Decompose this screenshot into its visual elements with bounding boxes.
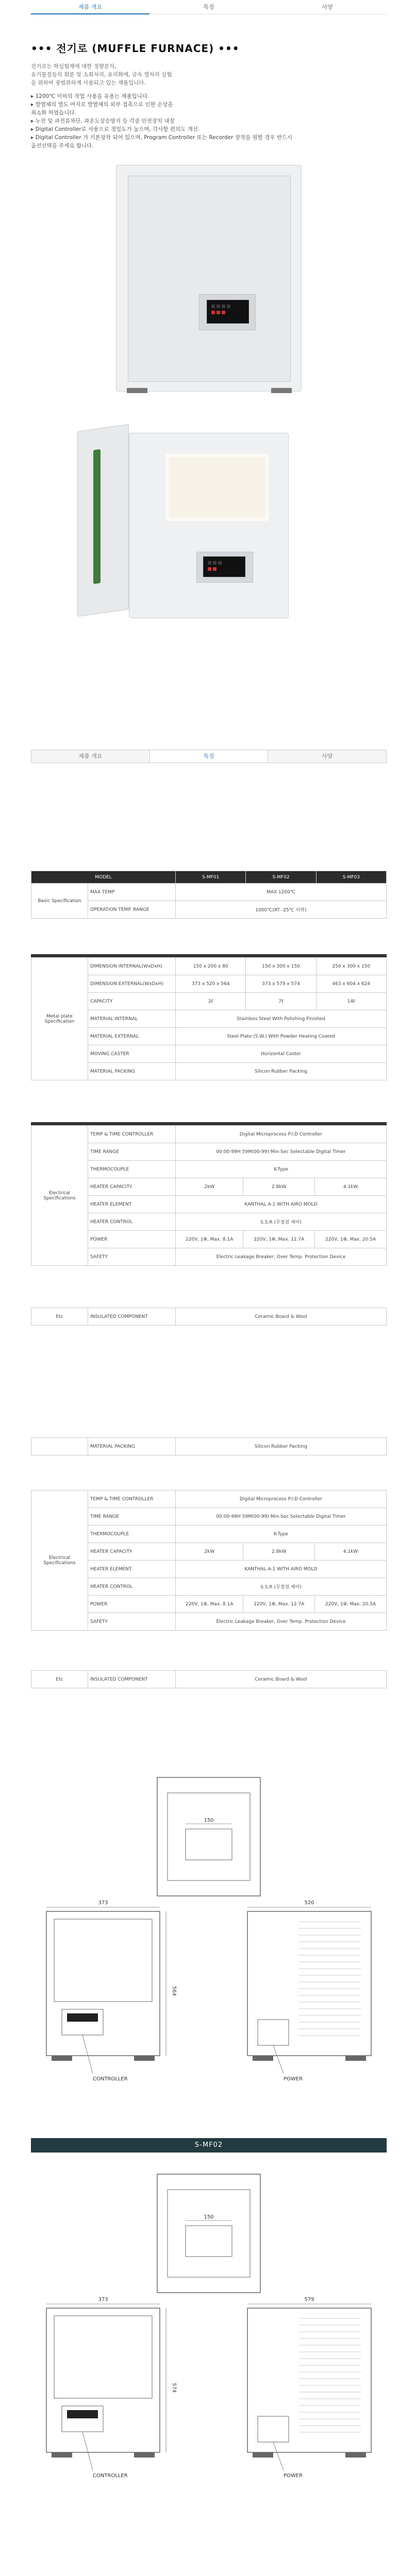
cell: 2kW (176, 1543, 243, 1561)
row-label: HEATER ELEMENT (88, 1196, 176, 1213)
tab-specs[interactable]: 사양 (268, 0, 387, 14)
controller-display (67, 2013, 98, 2022)
controller-label: CONTROLLER (93, 2473, 128, 2479)
cell: Silicon Rubber Packing (176, 1063, 387, 1080)
dim-width: 373 (98, 2297, 108, 2302)
intro-desc-line: 전기로는 학실험제에 대한 정량분석, (31, 63, 117, 70)
cell: 220V, 1Φ, Max. 8.1A (176, 1596, 243, 1613)
dim-inner-width: 150 (204, 2214, 214, 2220)
page-title: ••• 전기로 (MUFFLE FURNACE) ••• (31, 42, 240, 55)
row-label: DIMENSION EXTERNAL(WxDxH) (88, 975, 176, 993)
feature-item: ▸ Digital Controller 가 기본장착 되어 있으며, Program Controller 또는 Recorder 장착을 원할 경우 반드시 (31, 134, 293, 141)
leader-line (273, 2442, 284, 2470)
intro-desc-line: 을 위하여 광범위하게 사용되고 있는 제품입니다. (31, 80, 146, 86)
cell: 150 x 300 x 150 (246, 958, 316, 975)
th-s-mf02: S-MF02 (246, 871, 316, 884)
row-label: THERMOCOUPLE (88, 1526, 176, 1543)
spec-table-electrical (31, 1125, 387, 1266)
cell: KANTHAL A-1 WITH AIRO MOLD (176, 1561, 387, 1578)
top-tab-bar (31, 0, 387, 14)
spec-table-basic (31, 871, 387, 919)
feature-item: ▸ 누전 및 과전류차단, 과온도상승방지 등 각종 안전장치 내장 (31, 118, 175, 124)
row-label: INSULATED COMPONENT (88, 1308, 176, 1326)
intro-desc-line: 유기물질들의 회분 및 소회처리, 유리화에, 금속 열처리 실험 (31, 72, 172, 78)
leader-line (82, 2432, 93, 2470)
power-panel (258, 2020, 289, 2045)
dim-depth: 579 (304, 2297, 314, 2302)
dim-depth: 520 (304, 1900, 314, 1906)
feature-item: ▸ Digital Controller로 사용으로 정밀도가 높으며, 각사항 편의도 개선. (31, 126, 200, 132)
cell: 00:00-99H 59M(00-99) Min-Sec Selectable Digital Timer (176, 1508, 387, 1526)
section-tab-specs[interactable]: 사양 (268, 750, 386, 762)
cell: 2ℓ (176, 993, 246, 1010)
cell: 250 x 300 x 150 (316, 958, 386, 975)
spec-table-packing (31, 1437, 387, 1455)
cell: 4.1kW (315, 1178, 387, 1196)
blank-cell (31, 1438, 88, 1455)
furnace-closed-image (116, 165, 302, 392)
row-label: MATERIAL INTERNAL (88, 1010, 176, 1028)
row-label: TIME RANGE (88, 1143, 176, 1161)
top-view-outline (157, 2174, 260, 2293)
cell: 7ℓ (246, 993, 316, 1010)
row-label: DIMENSION INTERNAL(WxDxH) (88, 958, 176, 975)
cell: 00:00-99H 59M(00-99) Min-Sec Selectable Digital Timer (176, 1143, 387, 1161)
furnace-door-image (77, 424, 129, 617)
row-label: TIME RANGE (88, 1508, 176, 1526)
chamber-outline (186, 2226, 232, 2257)
cell: 220V, 1Φ, Max. 20.5A (315, 1596, 387, 1613)
row-label: INSULATED COMPONENT (88, 1671, 176, 1688)
technical-drawing (31, 2169, 387, 2499)
controller-outline (62, 2009, 103, 2035)
foot (52, 2452, 72, 2458)
feature-item: ▸ 발열체의 열도 여지로 발열체의 외부 접촉으로 인한 손상을 (31, 101, 173, 108)
th-s-mf01: S-MF01 (176, 871, 246, 884)
row-label: HEATER CAPACITY (88, 1178, 176, 1196)
row-label: MATERIAL PACKING (88, 1438, 176, 1455)
cell: 373 x 579 x 574 (246, 975, 316, 993)
intro-section (31, 40, 387, 150)
leader-line (273, 2045, 284, 2074)
technical-drawing (31, 1772, 387, 2102)
row-label: HEATER CAPACITY (88, 1543, 176, 1561)
foot (253, 2056, 273, 2061)
dim-width: 373 (98, 1900, 108, 1906)
power-label: POWER (284, 2076, 303, 2082)
foot (253, 2452, 273, 2458)
cell: 220V, 1Φ, Max. 12.7A (243, 1231, 315, 1248)
row-label: CAPACITY (88, 993, 176, 1010)
dim-inner-width: 150 (204, 1818, 214, 1823)
cell: Electric Leakage Breaker, Over Temp. Protection Device (176, 1248, 387, 1266)
cell: 2.8kW (243, 1178, 315, 1196)
foot (345, 2452, 366, 2458)
row-label: TEMP & TIME CONTROLLER (88, 1490, 176, 1508)
chamber-outline (186, 1829, 232, 1860)
power-panel (258, 2416, 289, 2442)
tab-overview[interactable]: 제품 개요 (31, 0, 149, 14)
feature-item: 옵션선택을 주세요 합니다. (31, 143, 94, 149)
feature-item: 최소화 하였습니다. (31, 110, 76, 116)
cell: 2kW (176, 1178, 243, 1196)
cell: K-Type (176, 1526, 387, 1543)
foot (52, 2056, 72, 2061)
group-label: Electrical Specifications (31, 1126, 88, 1266)
th-s-mf03: S-MF03 (316, 871, 386, 884)
row-label: HEATER CONTROL (88, 1213, 176, 1231)
feature-list (31, 92, 387, 150)
group-label: Etc (31, 1308, 88, 1326)
power-label: POWER (284, 2473, 303, 2479)
foot (134, 2056, 155, 2061)
cell: Electric Leakage Breaker, Over Temp. Protection Device (176, 1613, 387, 1631)
row-label: SAFETY (88, 1613, 176, 1631)
section-tab-overview[interactable]: 제품 개요 (31, 750, 150, 762)
row-label: MATERIAL EXTERNAL (88, 1028, 176, 1045)
section-tab-bar (31, 750, 387, 763)
row-label: MOVING CASTER (88, 1045, 176, 1063)
section-tab-features[interactable]: 특징 (150, 750, 269, 762)
top-view-inner (168, 2190, 250, 2277)
row-label: HEATER ELEMENT (88, 1561, 176, 1578)
foot (345, 2056, 366, 2061)
side-view-outline (247, 1911, 371, 2056)
row-label: POWER (88, 1596, 176, 1613)
spec-table-electrical-2 (31, 1490, 387, 1631)
row-label: POWER (88, 1231, 176, 1248)
top-view-outline (157, 1777, 260, 1896)
front-door-outline (54, 2316, 152, 2398)
spec-table-etc (31, 1308, 387, 1326)
cell: 463 x 604 x 624 (316, 975, 386, 993)
cell: Digital Microprocess P.I.D Controller (176, 1126, 387, 1143)
cell: 4.1kW (315, 1543, 387, 1561)
spec-table-etc-2 (31, 1670, 387, 1688)
row-label: MAX TEMP (88, 884, 176, 901)
tab-features[interactable]: 특징 (149, 0, 268, 14)
dim-height: 574 (171, 2383, 177, 2393)
group-label: Basic Specification (31, 884, 88, 919)
cell: 2.8kW (243, 1543, 315, 1561)
furnace-open-image (129, 433, 289, 618)
leader-line (82, 2035, 93, 2074)
group-label: Metal plate Specification (31, 958, 88, 1080)
cell: 220V, 1Φ, Max. 20.5A (315, 1231, 387, 1248)
cell: Steel Plate (S.W.) With Powder Heating Coated (176, 1028, 387, 1045)
row-label: MATERIAL PACKING (88, 1063, 176, 1080)
cell: 150 x 200 x 80 (176, 958, 246, 975)
group-label: Etc (31, 1671, 88, 1688)
top-view-inner (168, 1793, 250, 1880)
cell: Stainless Steel With Polishing Finished (176, 1010, 387, 1028)
cell: Digital Microprocess P.I.D Controller (176, 1490, 387, 1508)
cell: Silicon Rubber Packing (176, 1438, 387, 1455)
cell: K-Type (176, 1161, 387, 1178)
row-label: SAFETY (88, 1248, 176, 1266)
front-door-outline (54, 1919, 152, 2002)
cell: S.S.R (무접점 제어) (176, 1578, 387, 1596)
controller-outline (62, 2406, 103, 2432)
controller-display (67, 2410, 98, 2418)
cell: KANTHAL A-1 WITH AIRO MOLD (176, 1196, 387, 1213)
row-value: MAX 1200℃ (176, 884, 387, 901)
controller-label: CONTROLLER (93, 2076, 128, 2082)
cell: 220V, 1Φ, Max. 8.1A (176, 1231, 243, 1248)
row-label: OPERATION TEMP. RANGE (88, 901, 176, 919)
foot (134, 2452, 155, 2458)
feature-item: ▸ 1200℃ 이하의 작업 사용을 유용는 제품입니다. (31, 93, 149, 99)
drawing-title: S-MF02 (31, 2138, 387, 2153)
cell: Ceramic Board & Wool (176, 1671, 387, 1688)
side-view-outline (247, 2308, 371, 2452)
cell: Horizontal Caster (176, 1045, 387, 1063)
cell: 373 x 520 x 564 (176, 975, 246, 993)
cell: 14ℓ (316, 993, 386, 1010)
spec-table-metal (31, 957, 387, 1080)
row-label: TEMP & TIME CONTROLLER (88, 1126, 176, 1143)
row-label: HEATER CONTROL (88, 1578, 176, 1596)
row-value: 1000℃(RT -25℃ 이하) (176, 901, 387, 919)
cell: Ceramic Board & Wool (176, 1308, 387, 1326)
dim-height: 564 (171, 1986, 177, 1996)
row-label: THERMOCOUPLE (88, 1161, 176, 1178)
cell: S.S.R (무접점 제어) (176, 1213, 387, 1231)
group-label: Electrical Specifications (31, 1490, 88, 1631)
cell: 220V, 1Φ, Max. 12.7A (243, 1596, 315, 1613)
th-model: MODEL (31, 871, 176, 884)
